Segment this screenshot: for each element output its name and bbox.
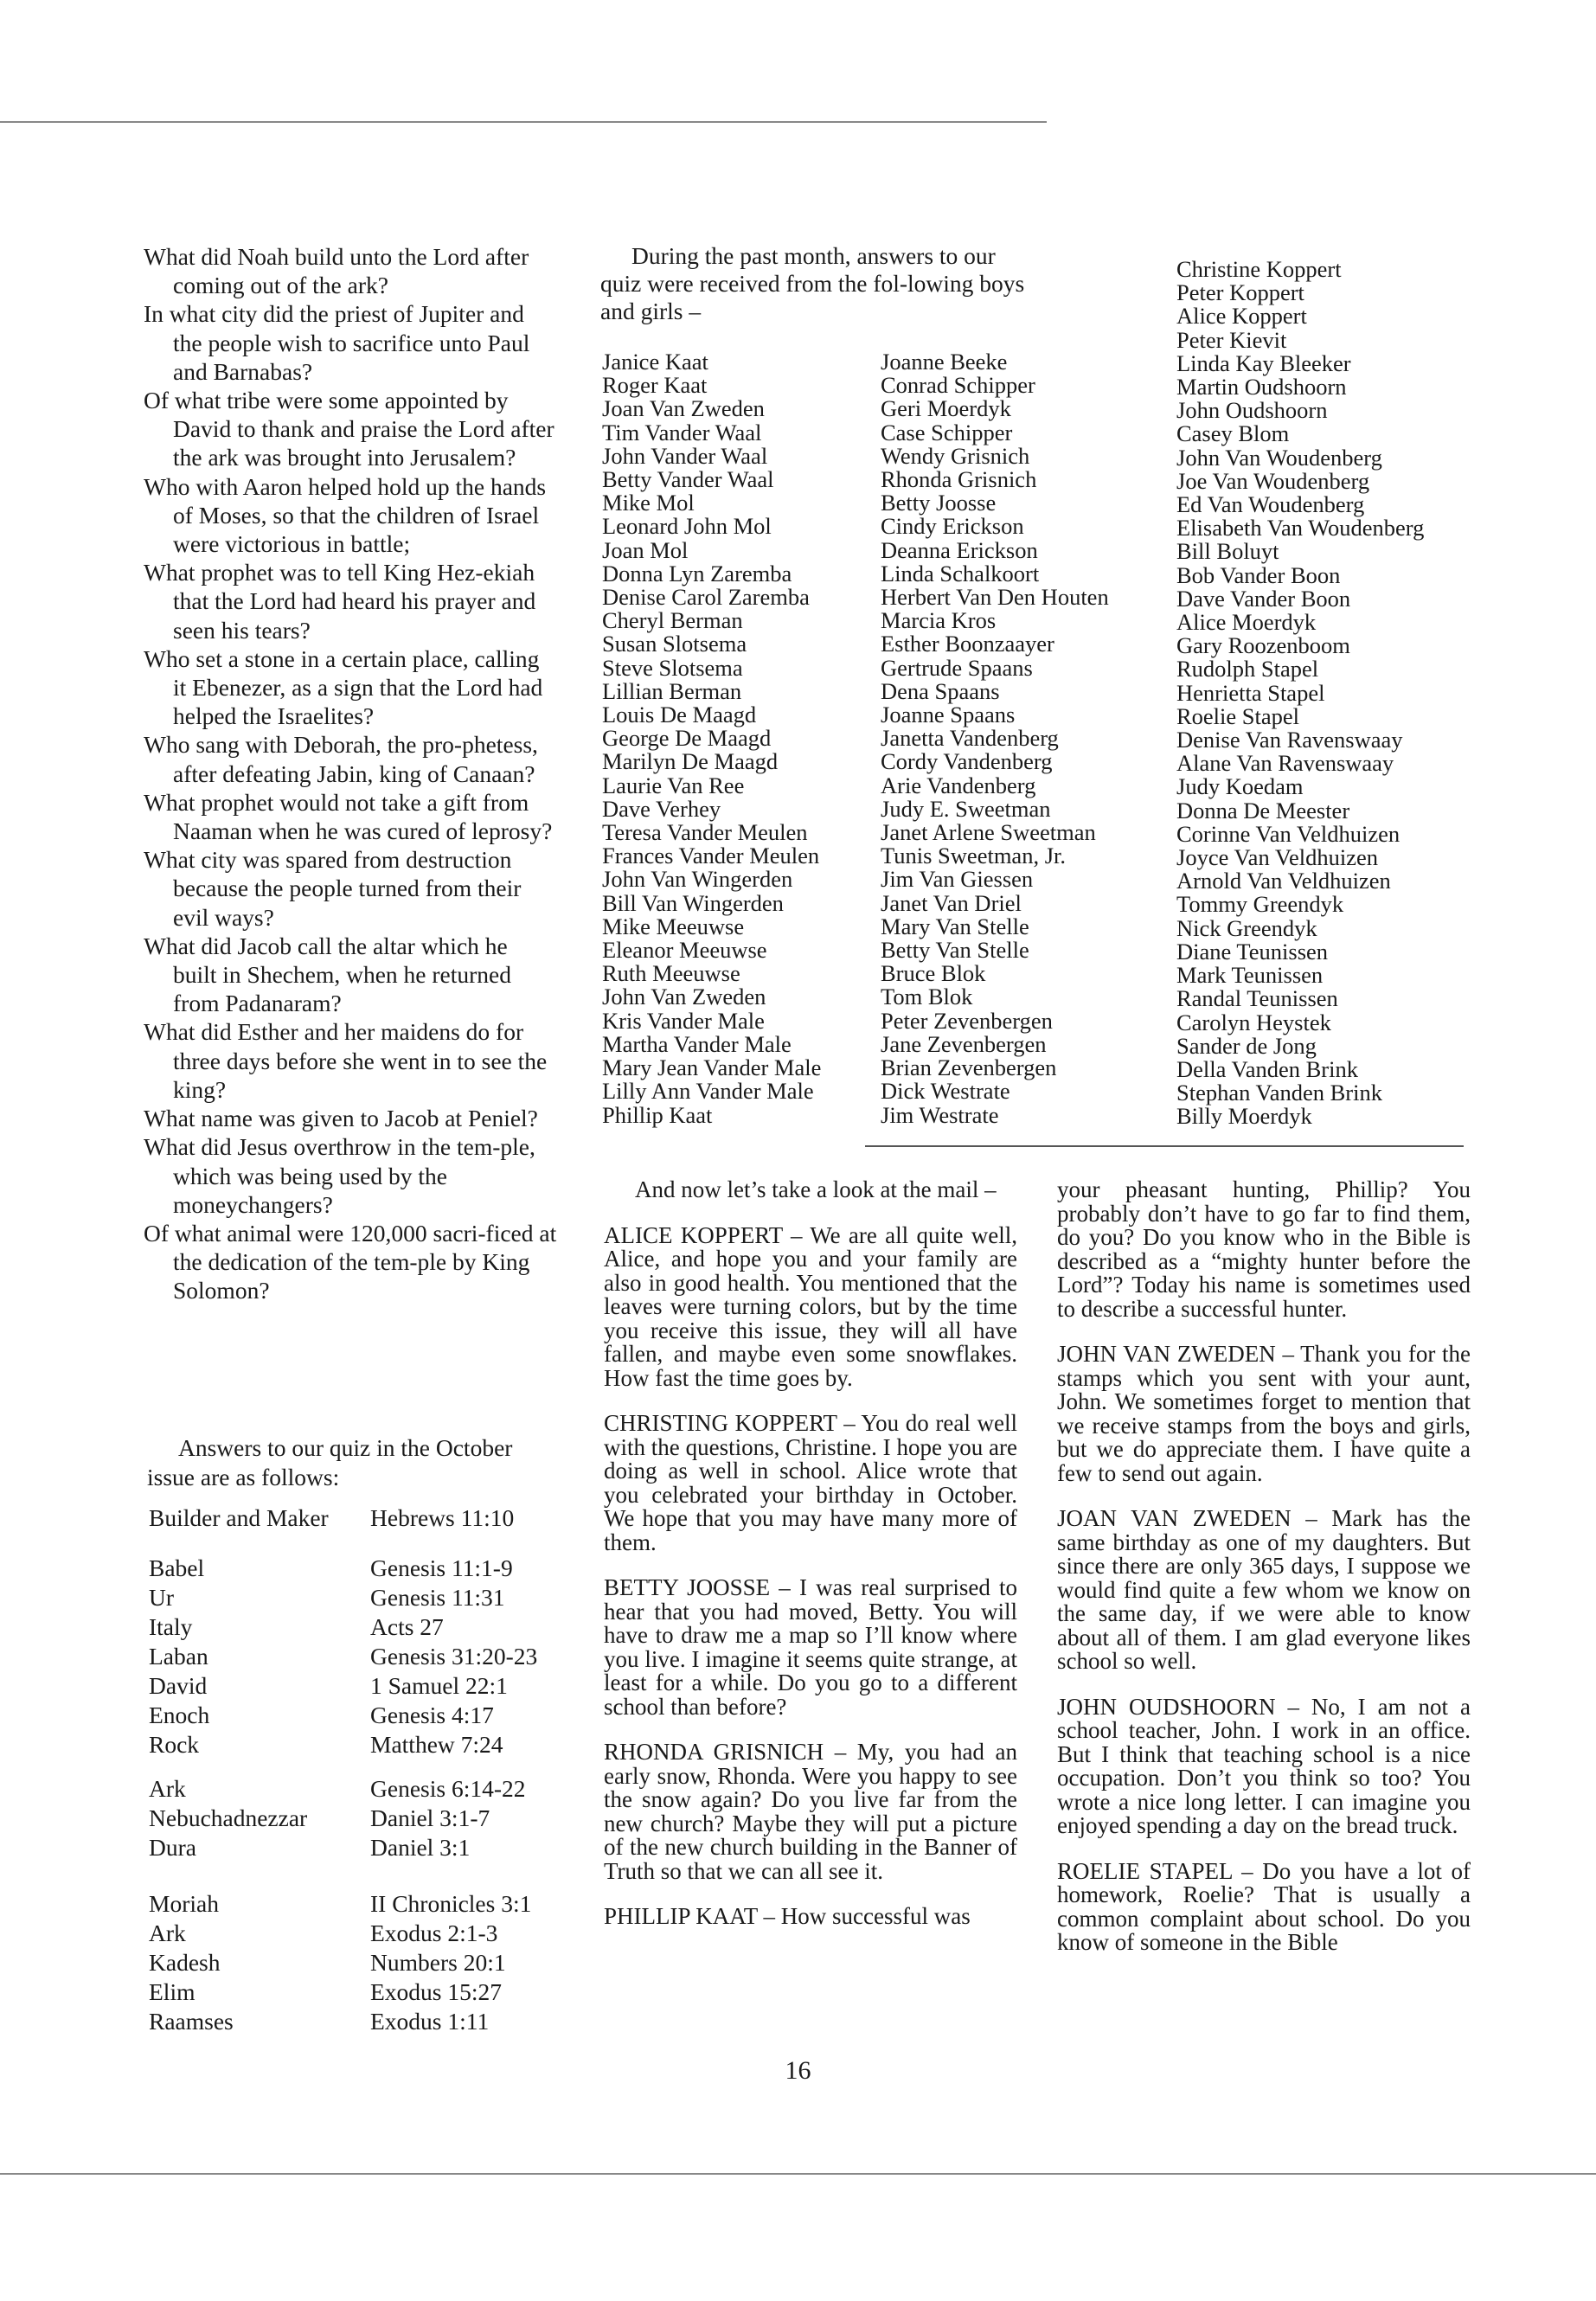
respondent-name: Alice Moerdyk: [1176, 609, 1317, 636]
quiz-question: What did Noah build unto the Lord after coming out of the ark?: [144, 243, 529, 299]
answer-group: [149, 1889, 573, 2036]
respondent-name: Geri Moerdyk: [881, 395, 1011, 422]
respondent-name: Janet Van Driel: [881, 889, 1022, 916]
respondent-name: Rhonda Grisnich: [881, 466, 1037, 493]
answer-row: [149, 1583, 573, 1612]
answer-word: Rock: [149, 1731, 200, 1758]
quiz-question: What city was spared from destruction because the people turned from their evil ways?: [144, 846, 522, 931]
answer-word: Ur: [149, 1584, 175, 1611]
respondent-name: Esther Boonzaayer: [881, 631, 1054, 657]
answer-reference: Hebrews 11:10: [370, 1504, 515, 1531]
respondent-name: Rudolph Stapel: [1176, 656, 1319, 683]
respondent-name: Alice Koppert: [1176, 303, 1307, 330]
respondent-name: Ed Van Woudenberg: [1176, 491, 1365, 518]
answer-word: Italy: [149, 1613, 193, 1640]
respondent-name: Leonard John Mol: [602, 513, 772, 540]
quiz-question: Of what animal were 120,000 sacri-ficed at the dedication of the tem-ple by King Solomon?: [144, 1219, 557, 1304]
answer-row: [149, 1948, 573, 1977]
respondent-name: Alane Van Ravenswaay: [1176, 750, 1394, 777]
bottom-rule: [0, 2173, 1596, 2175]
answer-reference: II Chronicles 3:1: [370, 1890, 532, 1917]
answer-word: Raamses: [149, 2008, 234, 2035]
respondent-name: Randal Teunissen: [1176, 985, 1338, 1012]
respondent-name: John Van Woudenberg: [1176, 444, 1382, 471]
respondent-name: Nick Greendyk: [1176, 914, 1317, 941]
answer-word: Moriah: [149, 1890, 219, 1917]
answer-row: [149, 1977, 573, 2007]
respondent-name: Tom Blok: [881, 984, 973, 1010]
answer-word: Kadesh: [149, 1949, 221, 1976]
answer-word: Ark: [149, 1775, 186, 1802]
answer-reference: Genesis 31:20-23: [370, 1643, 538, 1670]
answer-row: [149, 1774, 573, 1804]
answer-word: Nebuchadnezzar: [149, 1804, 308, 1831]
answer-word: Dura: [149, 1834, 196, 1861]
answer-word: Builder and Maker: [149, 1504, 329, 1531]
respondent-name: Phillip Kaat: [602, 1101, 713, 1128]
respondent-name: Carolyn Heystek: [1176, 1009, 1331, 1035]
respondent-list-1: [602, 350, 821, 1127]
answer-reference: Daniel 3:1: [370, 1834, 471, 1861]
mail-reply: JOAN VAN ZWEDEN – Mark has the same birthday as one of my daughters. But since there are only 365 days, I suppose we would find quite a few whom we know on the same day, if we were able to know about all of them. I am glad everyone likes school so well.: [1057, 1505, 1471, 1674]
respondent-name: Bob Vander Boon: [1176, 561, 1341, 588]
respondent-name: Donna De Meester: [1176, 797, 1350, 824]
answer-group: [149, 1774, 573, 1862]
respondent-name: Case Schipper: [881, 419, 1013, 445]
answer-reference: Exodus 2:1-3: [370, 1920, 498, 1946]
answer-row: [149, 1919, 573, 1948]
answer-row: [149, 1503, 573, 1533]
mail-reply: your pheasant hunting, Phillip? You probably don’t have to go far to find them, do you? Do you know who in the Bible is described as a “mighty hunter before the Lord”? Today his name is sometimes used to describe a successful hunter.: [1057, 1176, 1471, 1322]
respondent-name: Betty Van Stelle: [881, 937, 1029, 964]
respondent-name: Cindy Erickson: [881, 513, 1024, 540]
respondent-name: Jane Zevenbergen: [881, 1030, 1047, 1057]
answer-reference: Genesis 11:1-9: [370, 1554, 513, 1581]
respondent-name: Marcia Kros: [881, 607, 997, 634]
respondent-name: Diane Teunissen: [1176, 938, 1329, 965]
respondent-name: Mike Meeuwse: [602, 913, 745, 939]
answer-row: [149, 1671, 573, 1701]
intro-paragraph: During the past month, answers to our quiz were received from the fol-lowing boys and girls –: [600, 242, 1025, 324]
mail-reply: JOHN VAN ZWEDEN – Thank you for the stamps which you sent with your aunt, John. We sometimes forget to mention that we receive stamps from the boys and girls, but we do appreciate them. I have quite a few to send out again.: [1057, 1341, 1471, 1486]
respondent-name: Roger Kaat: [602, 372, 708, 399]
respondent-name: Mark Teunissen: [1176, 962, 1324, 989]
respondent-name: Peter Kievit: [1176, 326, 1287, 353]
mail-reply: BETTY JOOSSE – I was real surprised to hear that you had moved, Betty. You will have to draw me a map so I’ll know where you live. I imagine it seems quite strange, at least for a while. Do you go to a different school than before?: [604, 1574, 1017, 1720]
respondent-name: Sander de Jong: [1176, 1032, 1317, 1059]
respondent-name: Joan Mol: [602, 536, 689, 563]
respondent-name: Bruce Blok: [881, 960, 986, 987]
quiz-question: In what city did the priest of Jupiter and the people wish to sacrifice unto Paul and Barnabas?: [144, 300, 530, 385]
quiz-question: What prophet would not take a gift from Naaman when he was cured of leprosy?: [144, 788, 553, 845]
respondent-name: Arnold Van Veldhuizen: [1176, 868, 1391, 894]
respondent-name: Cheryl Berman: [602, 607, 743, 634]
respondent-name: Dick Westrate: [881, 1078, 1010, 1105]
respondent-name: Betty Joosse: [881, 490, 997, 516]
respondent-name: Judy Koedam: [1176, 773, 1304, 800]
respondent-list-2: [881, 350, 1109, 1127]
quiz-question: Who with Aaron helped hold up the hands of Moses, so that the children of Israel were victorious in battle;: [144, 472, 547, 558]
respondent-name: Gertrude Spaans: [881, 654, 1033, 681]
respondent-name: Lilly Ann Vander Male: [602, 1078, 814, 1105]
respondent-name: Teresa Vander Meulen: [602, 819, 808, 846]
answer-row: [149, 1612, 573, 1642]
quiz-questions: [144, 242, 557, 1305]
respondent-name: Ruth Meeuwse: [602, 960, 740, 987]
respondent-name: Billy Moerdyk: [1176, 1103, 1312, 1130]
answer-row: [149, 1804, 573, 1833]
respondent-name: Martin Oudshoorn: [1176, 374, 1347, 401]
respondent-name: Marilyn De Maagd: [602, 748, 779, 775]
answer-reference: Genesis 6:14-22: [370, 1775, 526, 1802]
respondent-name: Janet Arlene Sweetman: [881, 819, 1096, 846]
answer-word: Laban: [149, 1643, 208, 1670]
mail-reply: PHILLIP KAAT – How successful was: [604, 1903, 971, 1929]
respondent-name: Christine Koppert: [1176, 256, 1342, 282]
respondent-name: Elisabeth Van Woudenberg: [1176, 515, 1425, 542]
answer-reference: Numbers 20:1: [370, 1949, 506, 1976]
mail-reply: ROELIE STAPEL – Do you have a lot of homework, Roelie? That is usually a common complaint about school. Do you know of someone in the Bible: [1057, 1857, 1471, 1955]
answer-group: [149, 1503, 573, 1533]
mail-reply: CHRISTING KOPPERT – You do real well with the questions, Christine. I hope you are doing as well in school. Alice wrote that you celebrated your birthday in October. We hope that you may have many more of them.: [604, 1410, 1017, 1555]
respondent-name: Wendy Grisnich: [881, 442, 1030, 469]
respondent-name: Linda Kay Bleeker: [1176, 349, 1351, 376]
mail-column-2: [1057, 1178, 1471, 1977]
respondent-name: Eleanor Meeuwse: [602, 937, 767, 964]
mail-reply: ALICE KOPPERT – We are all quite well, Alice, and hope you and your family are also in good health. You mentioned that the leaves were turning colors, but by the time you receive this issue, they will all have fallen, and maybe even some snowflakes. How fast the time goes by.: [604, 1221, 1017, 1391]
mail-reply: RHONDA GRISNICH – My, you had an early snow, Rhonda. Were you happy to see the snow again? Do you live far from the new church? Maybe they will put a picture of the new church building in the Banner of Truth so that we can all see it.: [604, 1739, 1017, 1884]
respondent-name: Della Vanden Brink: [1176, 1055, 1358, 1082]
quiz-question: Who sang with Deborah, the pro-phetess, after defeating Jabin, king of Canaan?: [144, 731, 538, 787]
answer-group: [149, 1554, 573, 1759]
respondent-name: Brian Zevenbergen: [881, 1054, 1057, 1081]
respondent-name: Tommy Greendyk: [1176, 891, 1344, 918]
respondent-name: Henrietta Stapel: [1176, 679, 1325, 706]
respondent-name: Joanne Spaans: [881, 702, 1016, 728]
section-divider: [865, 1145, 1464, 1147]
respondent-name: John Van Wingerden: [602, 866, 793, 893]
respondent-name: Dena Spaans: [881, 677, 1000, 704]
respondent-name: Deanna Erickson: [881, 536, 1038, 563]
respondent-name: Arie Vandenberg: [881, 772, 1036, 798]
respondent-name: Lillian Berman: [602, 677, 742, 704]
respondent-name: Casey Blom: [1176, 420, 1290, 447]
respondent-name: Cordy Vandenberg: [881, 748, 1053, 775]
answer-row: [149, 1642, 573, 1671]
respondent-name: Mary Van Stelle: [881, 913, 1029, 939]
respondent-name: Dave Vander Boon: [1176, 585, 1351, 612]
answer-reference: 1 Samuel 22:1: [370, 1672, 508, 1699]
respondent-name: Kris Vander Male: [602, 1007, 765, 1034]
respondent-name: Jim Van Giessen: [881, 866, 1034, 893]
respondent-name: Laurie Van Ree: [602, 772, 745, 798]
respondent-name: Jim Westrate: [881, 1101, 999, 1128]
respondent-name: Denise Van Ravenswaay: [1176, 727, 1403, 753]
respondent-name: Martha Vander Male: [602, 1030, 792, 1057]
quiz-question: What prophet was to tell King Hez-ekiah that the Lord had heard his prayer and seen his tears?: [144, 559, 536, 644]
answer-row: [149, 1730, 573, 1759]
respondent-name: Stephan Vanden Brink: [1176, 1080, 1382, 1106]
answer-reference: Daniel 3:1-7: [370, 1804, 490, 1831]
answer-reference: Genesis 11:31: [370, 1584, 505, 1611]
answer-word: Enoch: [149, 1702, 210, 1728]
answer-reference: Matthew 7:24: [370, 1731, 503, 1758]
answer-reference: Acts 27: [370, 1613, 444, 1640]
answer-row: [149, 1889, 573, 1919]
respondent-name: Peter Zevenbergen: [881, 1007, 1053, 1034]
respondent-name: Joe Van Woudenberg: [1176, 467, 1370, 494]
mail-lead: And now let’s take a look at the mail –: [635, 1176, 997, 1202]
respondent-name: Betty Vander Waal: [602, 466, 774, 493]
quiz-question: What name was given to Jacob at Peniel?: [144, 1105, 538, 1132]
respondent-name: John Oudshoorn: [1176, 397, 1328, 424]
respondent-name: Frances Vander Meulen: [602, 843, 820, 869]
respondent-name: Corinne Van Veldhuizen: [1176, 820, 1401, 847]
respondent-name: Dave Verhey: [602, 795, 721, 822]
quiz-question: What did Esther and her maidens do for three days before she went in to see the king?: [144, 1018, 548, 1103]
respondent-name: Janice Kaat: [602, 349, 708, 375]
respondent-name: Linda Schalkoort: [881, 560, 1040, 586]
top-rule: [0, 121, 1047, 123]
answer-row: [149, 1833, 573, 1862]
answer-word: Babel: [149, 1554, 205, 1581]
respondent-name: Joyce Van Veldhuizen: [1176, 844, 1379, 871]
respondent-name: Susan Slotsema: [602, 631, 747, 657]
quiz-question: What did Jacob call the altar which he built in Shechem, when he returned from Padanaram?: [144, 932, 512, 1017]
answer-row: [149, 1701, 573, 1730]
respondent-name: Tim Vander Waal: [602, 419, 762, 445]
quiz-question: What did Jesus overthrow in the tem-ple, which was being used by the moneychangers?: [144, 1133, 535, 1218]
respondent-list-3: [1176, 258, 1424, 1129]
respondent-name: Tunis Sweetman, Jr.: [881, 843, 1066, 869]
respondent-name: Denise Carol Zaremba: [602, 584, 810, 611]
page-number: 16: [785, 2056, 811, 2085]
respondent-name: Herbert Van Den Houten: [881, 584, 1109, 611]
answer-reference: Exodus 1:11: [370, 2008, 490, 2035]
respondent-name: John Van Zweden: [602, 984, 766, 1010]
answer-row: [149, 1554, 573, 1583]
respondent-name: Bill Van Wingerden: [602, 889, 784, 916]
respondent-name: Steve Slotsema: [602, 654, 743, 681]
respondent-name: Mary Jean Vander Male: [602, 1054, 822, 1081]
quiz-question: Who set a stone in a certain place, calling it Ebenezer, as a sign that the Lord had helped the Israelites?: [144, 644, 543, 730]
mail-reply: JOHN OUDSHOORN – No, I am not a school teacher, John. I work in an office. But I think that teaching school is a nice occupation. Don’t you think so too? You wrote a nice long letter. I can imagine you enjoyed spending a day on the bread truck.: [1057, 1693, 1471, 1838]
respondent-name: Gary Roozenboom: [1176, 632, 1350, 659]
answer-word: Ark: [149, 1920, 186, 1946]
respondent-name: Janetta Vandenberg: [881, 725, 1059, 752]
answers-intro: Answers to our quiz in the October issue are as follows:: [147, 1434, 513, 1490]
respondent-name: Louis De Maagd: [602, 702, 757, 728]
respondent-name: Donna Lyn Zaremba: [602, 560, 792, 586]
respondent-name: Conrad Schipper: [881, 372, 1035, 399]
answer-reference: Exodus 15:27: [370, 1978, 503, 2005]
answer-row: [149, 2007, 573, 2036]
respondent-name: Bill Boluyt: [1176, 538, 1279, 565]
respondent-name: Joanne Beeke: [881, 349, 1008, 375]
answer-word: David: [149, 1672, 208, 1699]
answer-reference: Genesis 4:17: [370, 1702, 494, 1728]
mail-column-1: [604, 1178, 1017, 1951]
quiz-question: Of what tribe were some appointed by David to thank and praise the Lord after the ark was brought into Jerusalem?: [144, 387, 554, 471]
respondent-name: Joan Van Zweden: [602, 395, 765, 422]
respondent-name: Judy E. Sweetman: [881, 795, 1051, 822]
respondent-name: John Vander Waal: [602, 442, 768, 469]
respondent-name: Peter Koppert: [1176, 279, 1304, 306]
respondent-name: George De Maagd: [602, 725, 772, 752]
answer-word: Elim: [149, 1978, 195, 2005]
respondent-name: Roelie Stapel: [1176, 702, 1300, 729]
respondent-name: Mike Mol: [602, 490, 695, 516]
